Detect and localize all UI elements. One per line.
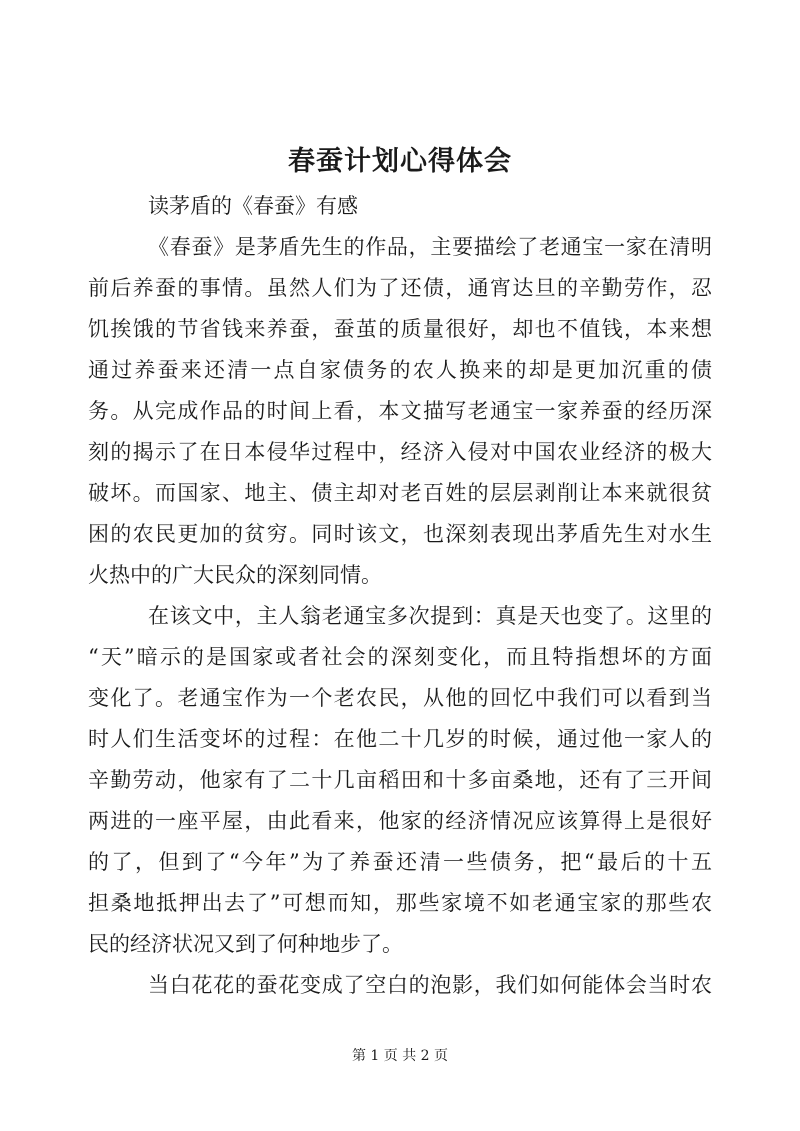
text-line: 务。从完成作品的时间上看，本文描写老通宝一家养蚕的经历深 — [88, 399, 712, 423]
text-line: 前后养蚕的事情。虽然人们为了还债，通宵达旦的辛勤劳作，忍 — [88, 276, 712, 300]
text-line: 《春蚕》是茅盾先生的作品，主要描绘了老通宝一家在清明 — [148, 235, 712, 259]
subtitle-line: 读茅盾的《春蚕》有感 — [148, 194, 358, 218]
text-line: 变化了。老通宝作为一个老农民，从他的回忆中我们可以看到当 — [88, 686, 712, 710]
paragraph-2 — [88, 596, 712, 965]
text-line: 担桑地抵押出去了”可想而知，那些家境不如老通宝家的那些农 — [88, 891, 712, 915]
document-title: 春蚕计划心得体会 — [288, 146, 512, 177]
paragraph-3 — [88, 965, 712, 1006]
text-line: 通过养蚕来还清一点自家债务的农人换来的却是更加沉重的债 — [88, 358, 712, 382]
text-line: 火热中的广大民众的深刻同情。 — [88, 563, 382, 587]
text-line: 破坏。而国家、地主、债主却对老百姓的层层剥削让本来就很贫 — [88, 481, 712, 505]
text-line: 辛勤劳动，他家有了二十几亩稻田和十多亩桑地，还有了三开间 — [88, 768, 712, 792]
text-line: 当白花花的蚕花变成了空白的泡影，我们如何能体会当时农 — [148, 973, 712, 997]
paragraph-1 — [88, 227, 712, 596]
document-body — [88, 186, 712, 1006]
page-footer: 第 1 页 共 2 页 — [351, 1048, 449, 1064]
text-line: 两进的一座平屋，由此看来，他家的经济情况应该算得上是很好 — [88, 809, 712, 833]
text-line: “天”暗示的是国家或者社会的深刻变化，而且特指想坏的方面 — [88, 645, 712, 669]
text-line: 的了，但到了“今年”为了养蚕还清一些债务，把“最后的十五 — [88, 850, 712, 874]
text-line: 饥挨饿的节省钱来养蚕，蚕茧的质量很好，却也不值钱，本来想 — [88, 317, 712, 341]
text-line: 在该文中，主人翁老通宝多次提到：真是天也变了。这里的 — [148, 604, 712, 628]
text-line: 困的农民更加的贫穷。同时该文，也深刻表现出茅盾先生对水生 — [88, 522, 712, 546]
text-line: 民的经济状况又到了何种地步了。 — [88, 932, 403, 956]
text-line: 时人们生活变坏的过程：在他二十几岁的时候，通过他一家人的 — [88, 727, 712, 751]
text-line: 刻的揭示了在日本侵华过程中，经济入侵对中国农业经济的极大 — [88, 440, 712, 464]
